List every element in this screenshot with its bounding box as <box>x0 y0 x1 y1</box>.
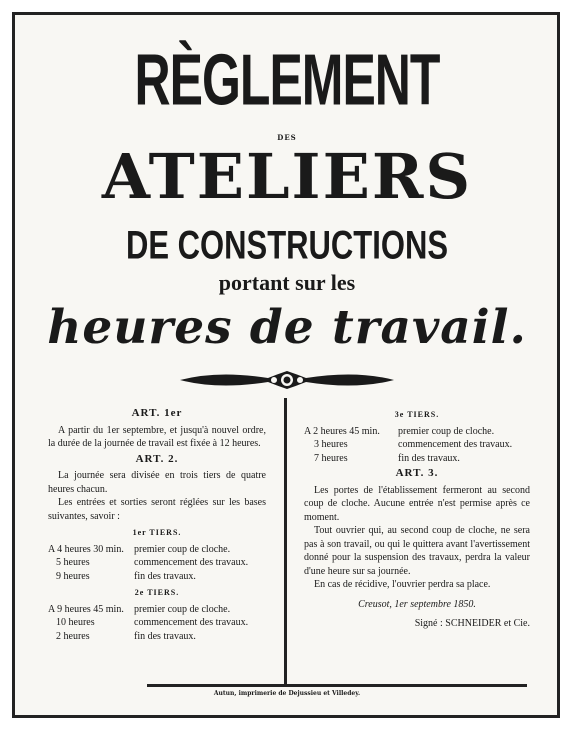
schedule-row: 2 heures fin des travaux. <box>56 630 196 642</box>
bottom-rule <box>147 684 527 687</box>
left-column <box>48 405 266 643</box>
schedule-row: 7 heures fin des travaux. <box>314 452 460 464</box>
art3-text1: Les portes de l'établissement fermeront au second coup de cloche. Aucune entrée n'est permise après ce moment. <box>304 484 530 523</box>
schedule-row: 10 heures commencement des travaux. <box>56 617 249 628</box>
printer-footer: Autun, imprimerie de Dejussieu et Villedey. <box>213 690 361 697</box>
tier1-heading: 1er TIERS. <box>132 528 182 537</box>
title-des: DES <box>277 133 297 142</box>
art1-text: A partir du 1er septembre, et jusqu'à nouvel ordre, la durée de la journée de travail est fixée à 12 heures. <box>48 424 266 449</box>
schedule-row: A 4 heures 30 min. premier coup de cloche. <box>48 543 231 555</box>
art2-text2: Les entrées et sorties seront réglées sur les bases suivantes, savoir : <box>48 497 266 522</box>
art2-heading: ART. 2. <box>135 452 179 465</box>
title-portant: portant sur les <box>218 270 356 295</box>
flourish-ornament-icon <box>178 368 396 392</box>
title-constructions: DE CONSTRUCTIONS <box>125 222 449 268</box>
schedule-row: 9 heures fin des travaux. <box>56 570 196 582</box>
tier2-heading: 2e TIERS. <box>134 588 180 597</box>
title-reglement: RÈGLEMENT <box>134 39 440 121</box>
art1-heading: ART. 1er <box>131 407 183 419</box>
signature: Signé : SCHNEIDER et Cie. <box>414 618 530 629</box>
art3-text2: Tout ouvrier qui, au second coup de cloche, ne sera pas à son travail, ou qui le quittera avant l'avertissement donné pour la suspension des travaux, perdra la valeur d'une heure sur sa journée. <box>304 525 530 577</box>
tier3-heading: 3e TIERS. <box>394 410 440 419</box>
title-ateliers: ATELIERS <box>101 140 473 213</box>
title-heures: heures de travail. <box>47 300 527 355</box>
schedule-row: A 2 heures 45 min. premier coup de cloche. <box>304 425 495 437</box>
art3-heading: ART. 3. <box>395 467 439 479</box>
column-divider <box>284 398 287 686</box>
art3-text3: En cas de récidive, l'ouvrier perdra sa place. <box>314 579 491 590</box>
schedule-row: A 9 heures 45 min. premier coup de cloche. <box>48 603 231 615</box>
schedule-row: 5 heures commencement des travaux. <box>56 557 249 568</box>
schedule-row: 3 heures commencement des travaux. <box>314 439 513 450</box>
date-line: Creusot, 1er septembre 1850. <box>358 598 476 610</box>
art2-text1: La journée sera divisée en trois tiers de quatre heures chacun. <box>48 470 266 495</box>
right-column <box>304 405 530 631</box>
